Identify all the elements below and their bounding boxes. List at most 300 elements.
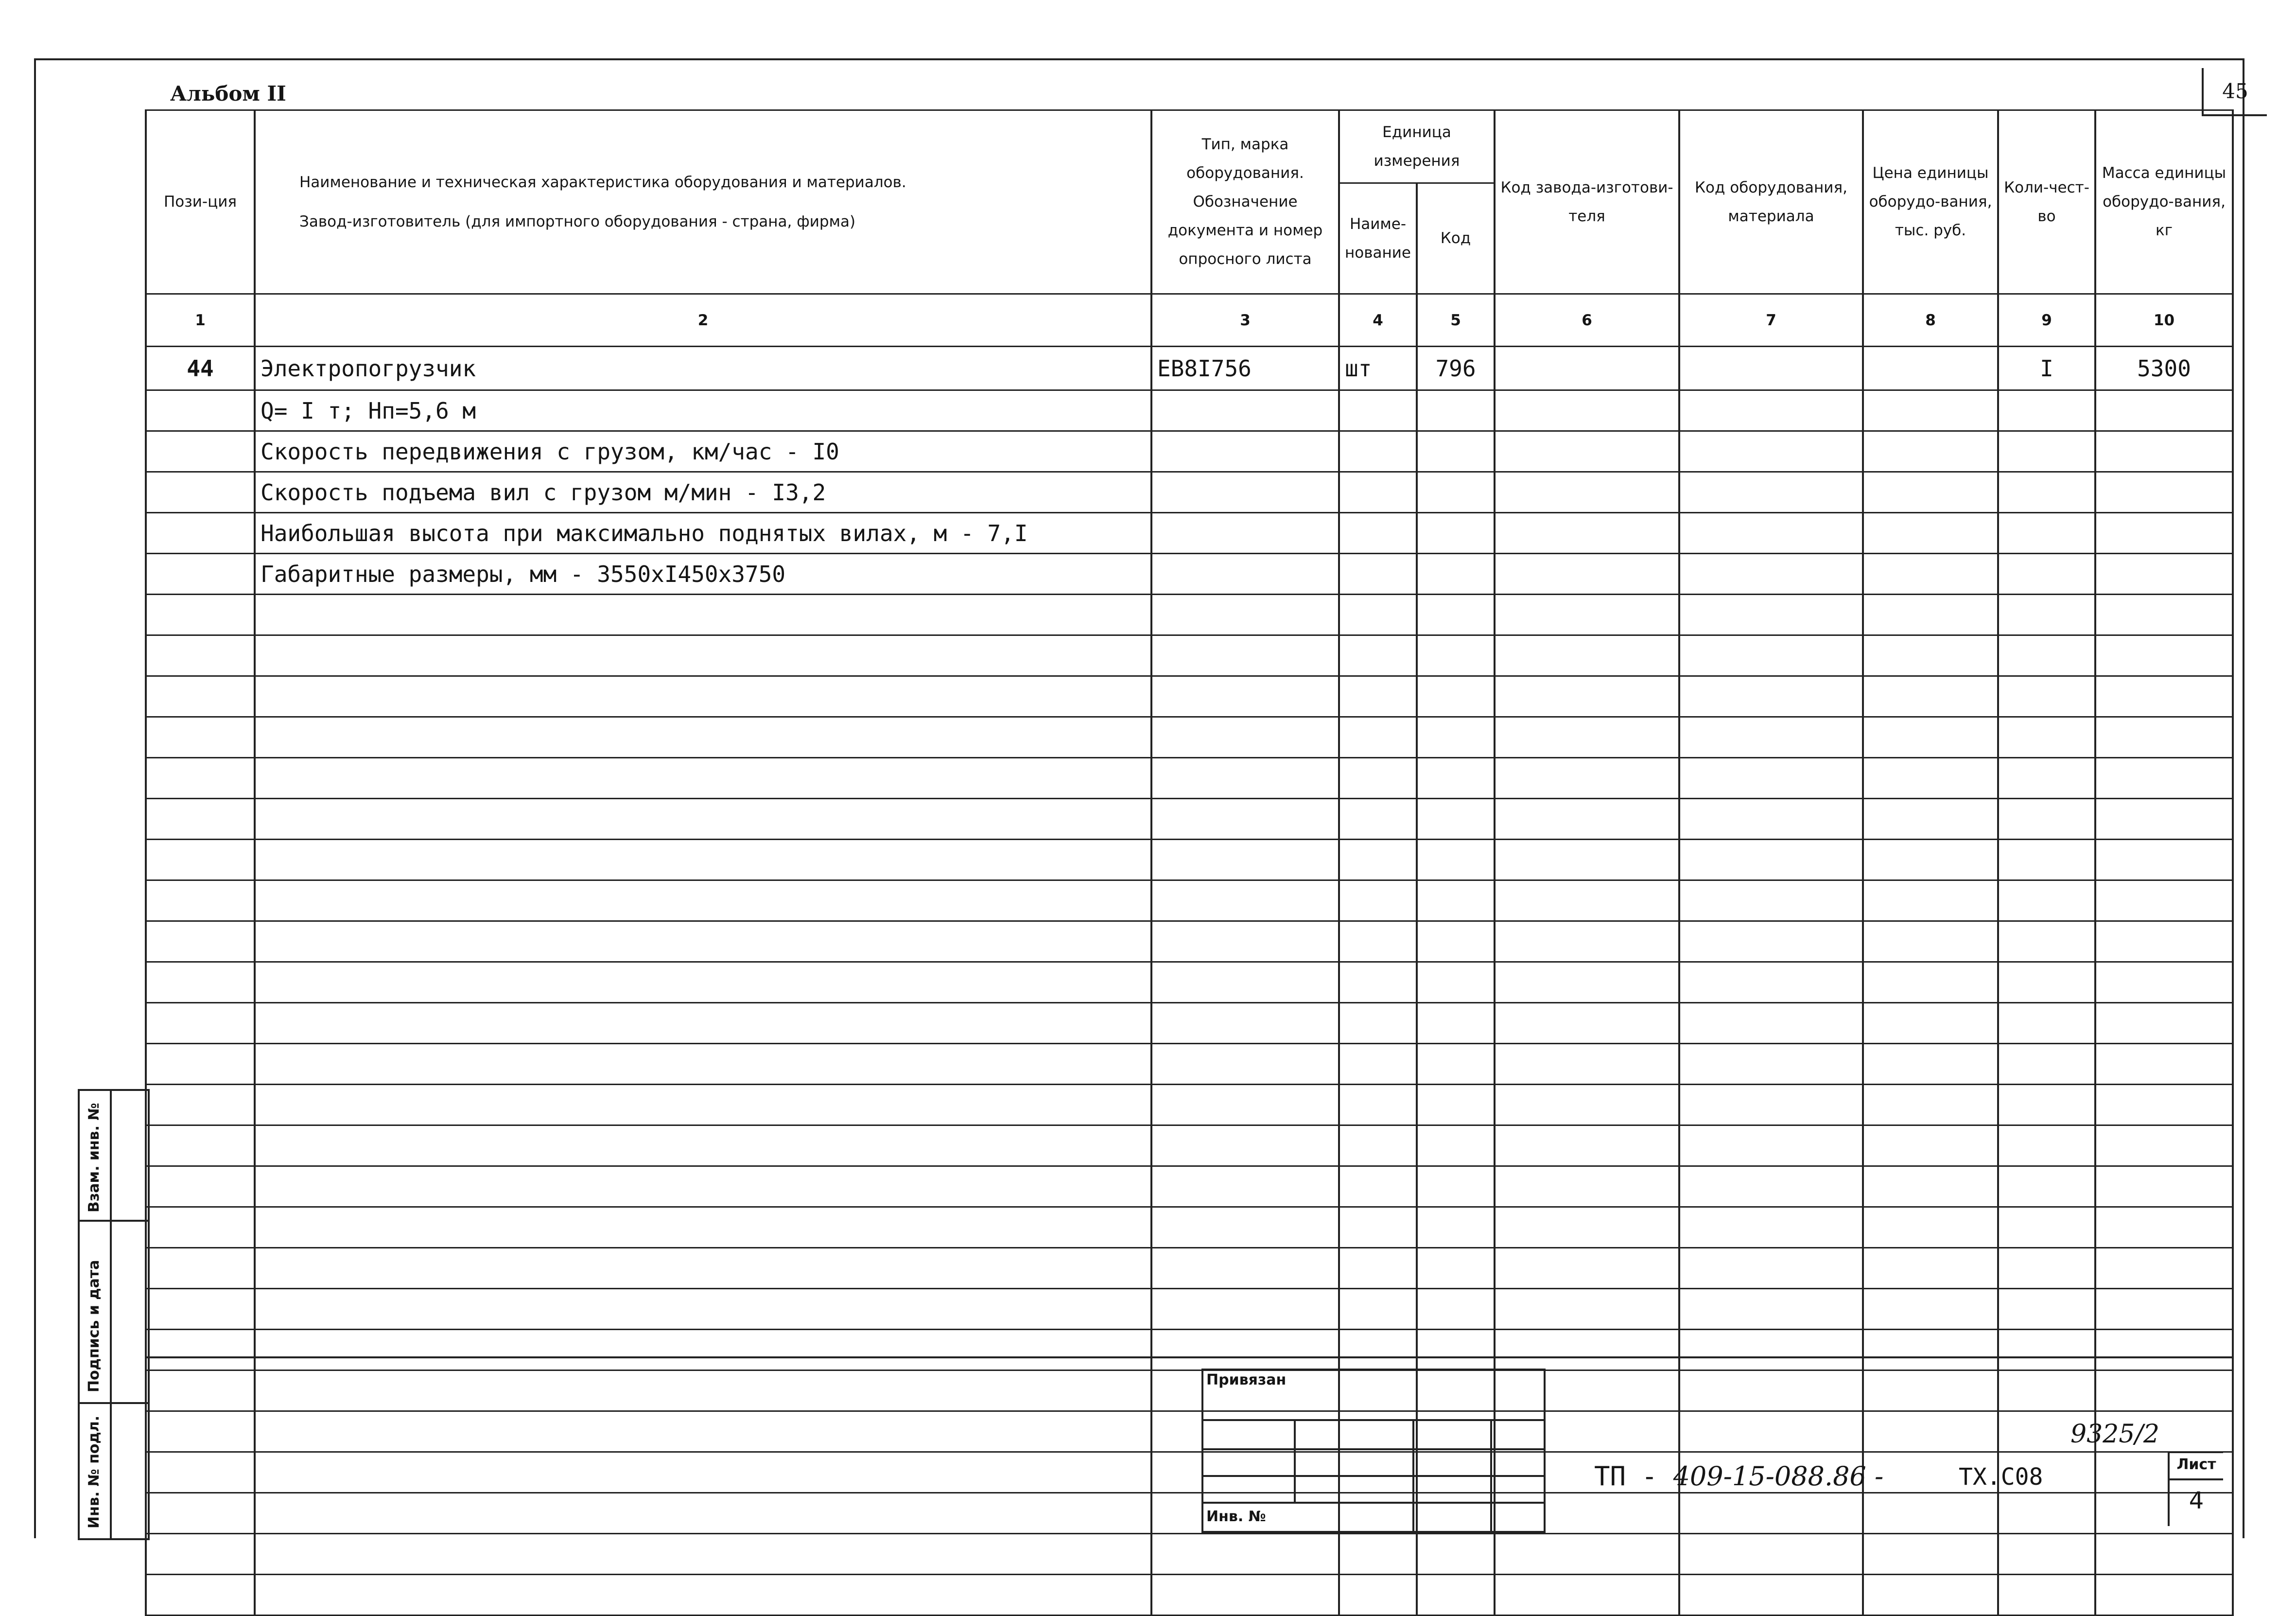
table-cell <box>2095 1534 2233 1575</box>
column-number: 8 <box>1863 294 1998 347</box>
table-cell: 44 <box>146 347 255 390</box>
side-stamp-signature-date: Подпись и дата <box>86 1260 103 1392</box>
table-cell <box>2095 390 2233 431</box>
table-cell <box>1998 513 2095 554</box>
table-cell <box>1495 1044 1679 1085</box>
table-cell <box>1339 472 1417 513</box>
table-cell <box>146 1166 255 1207</box>
table-cell <box>1998 880 2095 921</box>
side-stamp-inv-original: Инв. № подл. <box>86 1415 103 1528</box>
table-cell <box>1339 1003 1417 1044</box>
linked-stamp-grid <box>1201 1369 1546 1533</box>
table-cell: Наибольшая высота при максимально поднятых вилах, м - 7,I <box>255 513 1151 554</box>
table-cell <box>2095 513 2233 554</box>
table-cell: Электропогрузчик <box>255 347 1151 390</box>
table-cell <box>1998 1575 2095 1616</box>
table-row <box>146 880 2233 921</box>
table-cell <box>255 962 1151 1003</box>
header-name <box>255 110 1151 294</box>
table-cell <box>1495 676 1679 717</box>
table-cell <box>1151 431 1339 472</box>
table-cell <box>255 717 1151 758</box>
table-cell <box>1339 1207 1417 1248</box>
table-cell <box>1339 1575 1417 1616</box>
table-cell <box>255 758 1151 799</box>
table-cell <box>1863 1248 1998 1289</box>
table-row <box>146 717 2233 758</box>
table-cell <box>1417 1289 1495 1330</box>
table-cell <box>1417 1534 1495 1575</box>
table-cell <box>1495 1003 1679 1044</box>
table-cell <box>1495 880 1679 921</box>
table-row <box>146 513 2233 554</box>
table-cell <box>1863 880 1998 921</box>
album-label: Альбом II <box>170 82 286 105</box>
table-cell: 796 <box>1417 347 1495 390</box>
table-cell <box>2095 1248 2233 1289</box>
document-code-prefix: ТП - <box>1594 1461 1658 1492</box>
table-cell <box>1151 595 1339 635</box>
table-cell <box>1417 758 1495 799</box>
table-cell <box>1495 1534 1679 1575</box>
table-cell <box>146 1003 255 1044</box>
table-cell <box>1339 554 1417 595</box>
table-cell <box>2095 840 2233 880</box>
table-cell <box>1495 1125 1679 1166</box>
table-cell <box>1151 840 1339 880</box>
table-cell <box>1998 1085 2095 1125</box>
header-position: Пози-ция <box>146 110 255 294</box>
sheet-number: 45 <box>2202 68 2267 116</box>
table-cell: шт <box>1339 347 1417 390</box>
table-cell <box>1151 1575 1339 1616</box>
sheet-label: Лист <box>2176 1456 2216 1473</box>
table-cell <box>255 1085 1151 1125</box>
table-cell <box>1417 1125 1495 1166</box>
table-cell <box>1998 1166 2095 1207</box>
table-cell <box>1998 1289 2095 1330</box>
table-cell <box>1495 1207 1679 1248</box>
document-mark: ТХ.С08 <box>1959 1463 2043 1491</box>
table-cell <box>1998 635 2095 676</box>
table-cell <box>1679 758 1863 799</box>
table-cell <box>146 962 255 1003</box>
table-cell <box>2095 799 2233 840</box>
table-cell <box>1495 347 1679 390</box>
linked-label: Привязан <box>1206 1371 1287 1388</box>
table-cell <box>1495 554 1679 595</box>
table-cell <box>255 840 1151 880</box>
table-cell <box>1495 1248 1679 1289</box>
table-cell <box>1863 1044 1998 1085</box>
table-row <box>146 1125 2233 1166</box>
table-cell <box>146 554 255 595</box>
table-cell <box>1679 1207 1863 1248</box>
table-cell <box>1339 1248 1417 1289</box>
table-cell <box>1151 635 1339 676</box>
table-cell <box>1679 595 1863 635</box>
header-mass: Масса единицы оборудо-вания, кг <box>2095 110 2233 294</box>
table-cell <box>1679 717 1863 758</box>
table-row <box>146 554 2233 595</box>
table-cell <box>1998 962 2095 1003</box>
table-cell <box>1495 472 1679 513</box>
table-cell <box>1417 962 1495 1003</box>
table-cell <box>1339 1044 1417 1085</box>
table-cell <box>1339 962 1417 1003</box>
table-cell <box>255 1003 1151 1044</box>
table-cell <box>1998 1534 2095 1575</box>
table-cell <box>1863 1534 1998 1575</box>
table-cell <box>2095 554 2233 595</box>
table-cell <box>1998 717 2095 758</box>
table-cell <box>1679 390 1863 431</box>
table-cell <box>1151 758 1339 799</box>
table-cell <box>2095 595 2233 635</box>
table-cell <box>1339 390 1417 431</box>
column-number: 2 <box>255 294 1151 347</box>
table-cell <box>1863 1003 1998 1044</box>
table-cell <box>2095 1085 2233 1125</box>
table-cell <box>1417 554 1495 595</box>
table-cell <box>1495 1289 1679 1330</box>
table-cell <box>2095 1207 2233 1248</box>
table-cell <box>146 758 255 799</box>
table-cell <box>255 635 1151 676</box>
table-row <box>146 390 2233 431</box>
document-code <box>1594 1461 1883 1492</box>
table-cell <box>2095 676 2233 717</box>
table-cell <box>1339 880 1417 921</box>
table-cell: Габаритные размеры, мм - 3550хI450х3750 <box>255 554 1151 595</box>
table-row <box>146 1003 2233 1044</box>
table-cell <box>1998 554 2095 595</box>
table-cell <box>1339 758 1417 799</box>
table-cell <box>1863 1289 1998 1330</box>
table-row <box>146 1575 2233 1616</box>
table-cell <box>1151 472 1339 513</box>
table-row <box>146 635 2233 676</box>
side-stamp <box>78 1089 150 1540</box>
table-cell: 5300 <box>2095 347 2233 390</box>
table-cell <box>1495 1085 1679 1125</box>
table-cell <box>1679 880 1863 921</box>
column-number: 5 <box>1417 294 1495 347</box>
table-cell <box>255 1044 1151 1085</box>
column-number-row <box>146 294 2233 347</box>
table-cell <box>1679 962 1863 1003</box>
table-cell <box>146 676 255 717</box>
title-block <box>145 1356 2234 1538</box>
table-cell <box>1417 595 1495 635</box>
table-cell <box>2095 635 2233 676</box>
table-cell <box>1417 1575 1495 1616</box>
table-cell <box>1679 1248 1863 1289</box>
table-cell <box>2095 1003 2233 1044</box>
table-cell <box>255 880 1151 921</box>
table-cell <box>1339 717 1417 758</box>
table-cell <box>146 1125 255 1166</box>
table-cell <box>1679 472 1863 513</box>
table-cell <box>1495 595 1679 635</box>
table-cell <box>1339 431 1417 472</box>
column-number: 3 <box>1151 294 1339 347</box>
column-number: 6 <box>1495 294 1679 347</box>
table-cell <box>146 1085 255 1125</box>
table-cell <box>1151 1248 1339 1289</box>
table-cell <box>1679 799 1863 840</box>
table-cell <box>1863 1207 1998 1248</box>
table-cell <box>146 1207 255 1248</box>
table-cell <box>1417 676 1495 717</box>
table-cell <box>1998 472 2095 513</box>
header-price: Цена единицы оборудо-вания, тыс. руб. <box>1863 110 1998 294</box>
table-cell <box>1495 390 1679 431</box>
table-cell <box>1998 1044 2095 1085</box>
table-cell <box>1679 554 1863 595</box>
table-cell <box>255 1289 1151 1330</box>
table-cell <box>1339 799 1417 840</box>
table-cell <box>1998 595 2095 635</box>
table-cell <box>1417 1044 1495 1085</box>
header-name-line2: Завод-изготовитель (для импортного оборудования - страна, фирма) <box>299 212 856 230</box>
table-cell <box>2095 472 2233 513</box>
table-cell <box>1339 513 1417 554</box>
table-cell <box>1495 962 1679 1003</box>
table-cell <box>255 676 1151 717</box>
table-cell <box>255 921 1151 962</box>
table-cell <box>146 840 255 880</box>
table-cell <box>2095 880 2233 921</box>
table-cell <box>1679 1085 1863 1125</box>
table-cell <box>1495 1166 1679 1207</box>
table-cell <box>2095 1044 2233 1085</box>
table-cell <box>1679 1289 1863 1330</box>
table-cell <box>1495 1575 1679 1616</box>
table-cell <box>1339 840 1417 880</box>
table-cell <box>1495 431 1679 472</box>
table-cell <box>1863 1085 1998 1125</box>
table-cell <box>1339 1534 1417 1575</box>
table-cell <box>1495 635 1679 676</box>
table-cell <box>1417 390 1495 431</box>
table-cell <box>1998 390 2095 431</box>
header-unit-group: Единица измерения <box>1339 110 1495 183</box>
table-cell <box>1151 921 1339 962</box>
table-cell <box>1151 799 1339 840</box>
table-cell <box>255 1534 1151 1575</box>
table-cell <box>1679 921 1863 962</box>
table-cell: Скорость подъема вил с грузом м/мин - I3,2 <box>255 472 1151 513</box>
table-cell <box>2095 431 2233 472</box>
table-cell <box>146 1289 255 1330</box>
table-cell <box>146 595 255 635</box>
header-equipment-code: Код оборудования, материала <box>1679 110 1863 294</box>
table-cell <box>1679 1534 1863 1575</box>
document-code-number: 409-15-088.86 - <box>1673 1461 1884 1492</box>
column-number: 4 <box>1339 294 1417 347</box>
table-cell <box>1417 1207 1495 1248</box>
table-cell <box>1417 635 1495 676</box>
table-row <box>146 1289 2233 1330</box>
table-cell <box>1679 513 1863 554</box>
table-cell <box>1863 554 1998 595</box>
table-cell <box>1151 554 1339 595</box>
table-cell <box>1998 840 2095 880</box>
table-cell <box>1151 1003 1339 1044</box>
table-cell <box>2095 1125 2233 1166</box>
table-cell <box>1151 513 1339 554</box>
table-cell <box>255 1207 1151 1248</box>
table-cell <box>1495 840 1679 880</box>
table-cell <box>255 1248 1151 1289</box>
table-cell <box>1417 1085 1495 1125</box>
table-row <box>146 1534 2233 1575</box>
table-cell <box>1417 1003 1495 1044</box>
table-cell <box>1417 717 1495 758</box>
table-cell <box>1679 431 1863 472</box>
table-cell <box>1863 676 1998 717</box>
table-cell <box>1679 1003 1863 1044</box>
table-cell <box>1679 347 1863 390</box>
table-cell <box>1417 1248 1495 1289</box>
table-cell <box>1339 595 1417 635</box>
table-cell <box>1339 635 1417 676</box>
table-cell: I <box>1998 347 2095 390</box>
table-cell <box>1339 1166 1417 1207</box>
table-cell <box>2095 1166 2233 1207</box>
table-cell <box>146 472 255 513</box>
table-cell <box>1495 799 1679 840</box>
table-cell <box>1998 431 2095 472</box>
table-cell <box>1417 513 1495 554</box>
table-cell <box>146 390 255 431</box>
table-cell <box>1417 472 1495 513</box>
table-cell <box>1863 1166 1998 1207</box>
table-cell <box>1998 1125 2095 1166</box>
table-cell <box>1151 1044 1339 1085</box>
table-cell <box>1863 717 1998 758</box>
table-cell <box>1417 921 1495 962</box>
table-cell <box>1151 1085 1339 1125</box>
table-cell <box>1151 962 1339 1003</box>
table-cell <box>1495 513 1679 554</box>
table-cell <box>1863 513 1998 554</box>
table-cell <box>1998 1248 2095 1289</box>
header-type: Тип, марка оборудования. Обозначение документа и номер опросного листа <box>1151 110 1339 294</box>
table-row <box>146 840 2233 880</box>
table-cell <box>1863 635 1998 676</box>
table-cell <box>1151 717 1339 758</box>
table-row <box>146 1166 2233 1207</box>
table-cell <box>2095 1289 2233 1330</box>
table-cell <box>1863 799 1998 840</box>
table-cell <box>1998 921 2095 962</box>
table-cell <box>1679 676 1863 717</box>
table-cell <box>1679 635 1863 676</box>
sheet-value: 4 <box>2189 1487 2204 1514</box>
table-row <box>146 1248 2233 1289</box>
table-cell <box>1863 347 1998 390</box>
table-row <box>146 921 2233 962</box>
table-cell <box>1339 676 1417 717</box>
column-number: 9 <box>1998 294 2095 347</box>
table-cell <box>1998 1003 2095 1044</box>
table-cell <box>1998 676 2095 717</box>
table-cell: Скорость передвижения с грузом, км/час - I0 <box>255 431 1151 472</box>
archive-number: 9325/2 <box>2070 1420 2159 1449</box>
table-cell <box>2095 1575 2233 1616</box>
table-cell <box>1151 1125 1339 1166</box>
table-cell <box>146 635 255 676</box>
column-number: 10 <box>2095 294 2233 347</box>
table-row <box>146 595 2233 635</box>
table-cell <box>255 595 1151 635</box>
table-cell <box>1339 1289 1417 1330</box>
table-cell <box>1998 1207 2095 1248</box>
table-cell <box>1417 880 1495 921</box>
table-cell <box>1998 799 2095 840</box>
table-cell <box>146 1044 255 1085</box>
table-cell <box>1863 390 1998 431</box>
table-cell <box>146 1248 255 1289</box>
side-stamp-swap-inv: Взам. инв. № <box>86 1103 103 1212</box>
table-cell <box>146 513 255 554</box>
table-cell <box>1863 962 1998 1003</box>
table-cell <box>1863 431 1998 472</box>
table-row <box>146 962 2233 1003</box>
table-cell <box>1863 758 1998 799</box>
sheet-box <box>2168 1451 2223 1526</box>
header-factory-code: Код завода-изготови-теля <box>1495 110 1679 294</box>
table-cell <box>146 717 255 758</box>
table-cell <box>146 921 255 962</box>
table-cell <box>2095 758 2233 799</box>
table-cell <box>255 1125 1151 1166</box>
table-cell: Q= I т; Нп=5,6 м <box>255 390 1151 431</box>
table-cell <box>146 1575 255 1616</box>
table-cell <box>1863 921 1998 962</box>
table-cell <box>1151 1166 1339 1207</box>
table-row <box>146 799 2233 840</box>
table-cell <box>2095 717 2233 758</box>
table-cell <box>1495 921 1679 962</box>
table-row <box>146 347 2233 390</box>
table-cell <box>1339 1125 1417 1166</box>
table-cell <box>1679 1044 1863 1085</box>
table-cell <box>1863 1125 1998 1166</box>
table-cell <box>1417 840 1495 880</box>
table-row <box>146 676 2233 717</box>
table-cell <box>146 799 255 840</box>
table-row <box>146 1085 2233 1125</box>
inv-no-label: Инв. № <box>1206 1508 1266 1525</box>
table-cell <box>146 880 255 921</box>
header-quantity: Коли-чест-во <box>1998 110 2095 294</box>
table-cell <box>255 1575 1151 1616</box>
table-row <box>146 1207 2233 1248</box>
table-cell <box>1339 921 1417 962</box>
table-cell <box>1495 717 1679 758</box>
table-cell <box>146 431 255 472</box>
table-cell <box>1151 1534 1339 1575</box>
table-cell <box>1151 880 1339 921</box>
header-unit-code: Код <box>1417 183 1495 294</box>
table-cell <box>1679 1125 1863 1166</box>
header-unit-name: Наиме-нование <box>1339 183 1417 294</box>
table-cell <box>1863 472 1998 513</box>
table-row <box>146 758 2233 799</box>
